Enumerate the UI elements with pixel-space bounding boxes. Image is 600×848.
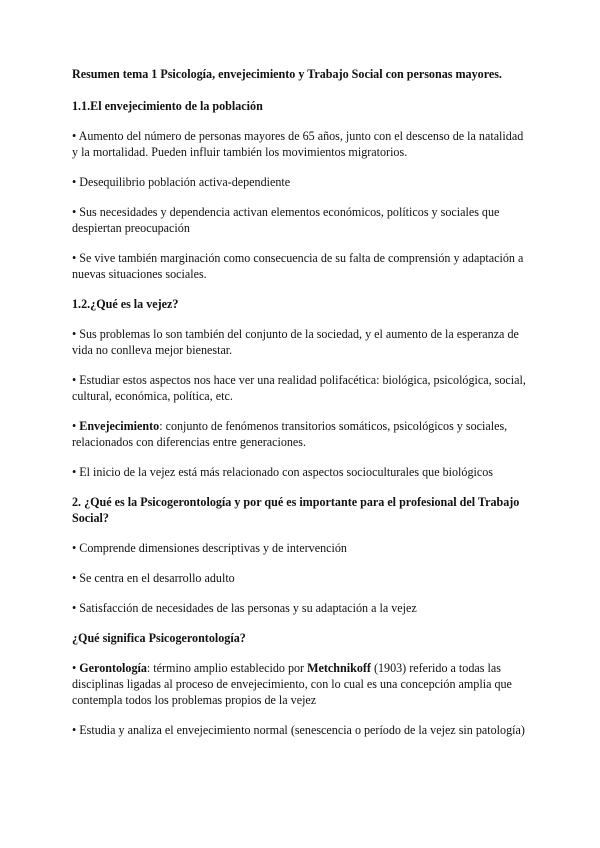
term-envejecimiento: Envejecimiento (79, 419, 160, 433)
term-gerontologia: Gerontología (79, 661, 147, 675)
bullet-item-gerontologia-definition (72, 660, 528, 708)
bullet-item: • Comprende dimensiones descriptivas y de intervención (72, 541, 347, 555)
definition-text-continued: (1903) referido a todas las disciplinas ligadas al proceso de envejecimiento, con lo cual es una concepción amplia que contempla todos los problemas propios de la vejez (72, 661, 512, 707)
bullet-item: • Se centra en el desarrollo adulto (72, 571, 235, 585)
section-heading-significado-psicogerontologia: ¿Qué significa Psicogerontología? (72, 631, 246, 645)
bullet-item: • Se vive también marginación como consecuencia de su falta de comprensión y adaptación a nuevas situaciones sociales. (72, 251, 524, 281)
bullet-symbol: • (72, 419, 80, 433)
bullet-item: • Satisfacción de necesidades de las personas y su adaptación a la vejez (72, 601, 417, 615)
bullet-symbol: • (72, 661, 80, 675)
bullet-item: • Sus problemas lo son también del conjunto de la sociedad, y el aumento de la esperanza de vida no conlleva mejor bienestar. (72, 327, 519, 357)
bullet-item: • El inicio de la vejez está más relacionado con aspectos socioculturales que biológicos (72, 465, 493, 479)
bullet-item-envejecimiento-definition (72, 418, 528, 450)
bullet-item: • Desequilibrio población activa-dependiente (72, 175, 291, 189)
bullet-item: • Estudiar estos aspectos nos hace ver una realidad polifacética: biológica, psicológica, social, cultural, económica, política, etc. (72, 373, 526, 403)
section-heading-envejecimiento-poblacion: 1.1.El envejecimiento de la población (72, 99, 263, 113)
bullet-item: • Sus necesidades y dependencia activan elementos económicos, políticos y sociales que despiertan preocupación (72, 205, 500, 235)
document-page (72, 66, 528, 752)
bullet-item: • Estudia y analiza el envejecimiento normal (senescencia o período de la vejez sin patología) (72, 723, 525, 737)
author-metchnikoff: Metchnikoff (307, 661, 371, 675)
bullet-item: • Aumento del número de personas mayores de 65 años, junto con el descenso de la natalidad y la mortalidad. Pueden influir también los movimientos migratorios. (72, 129, 524, 159)
section-heading-que-es-vejez: 1.2.¿Qué es la vejez? (72, 297, 179, 311)
definition-text: : término amplio establecido por (146, 661, 308, 675)
section-heading-psicogerontologia-importancia: 2. ¿Qué es la Psicogerontología y por qué es importante para el profesional del Trabajo Social? (72, 495, 520, 525)
document-title: Resumen tema 1 Psicología, envejecimiento y Trabajo Social con personas mayores. (72, 67, 502, 81)
definition-text: : conjunto de fenómenos transitorios somáticos, psicológicos y sociales, relacionados con diferencias entre generaciones. (72, 419, 508, 449)
